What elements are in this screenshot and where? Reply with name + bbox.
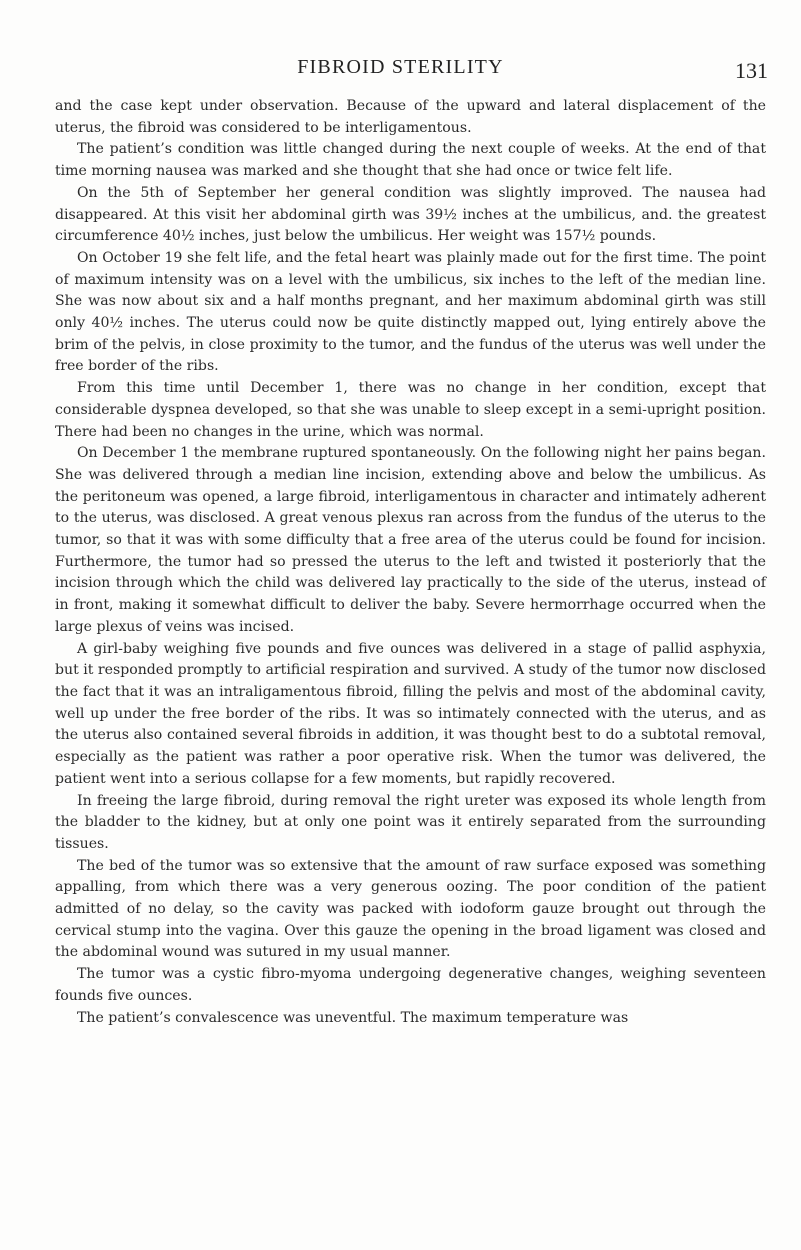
paragraph: The patient’s convalescence was uneventful. The maximum temperature was (77, 1009, 629, 1026)
paragraph: From this time until December 1, there was no change in her condition, except that considerable dyspnea developed, so that she was unable to sleep except in a semi-upright position. There had been no changes in the urine, which was normal. (55, 380, 766, 440)
running-title: FIBROID STERILITY (297, 56, 504, 78)
running-head (0, 52, 801, 86)
paragraph: On the 5th of September her general condition was slightly improved. The nausea had disappeared. At this visit her abdominal girth was 39½ inches at the umbilicus, and. the greatest circumference 40½ inches, just below the umbilicus. Her weight was 157½ pounds. (55, 184, 766, 245)
paragraph: In freeing the large fibroid, during removal the right ureter was exposed its whole length from the bladder to the kidney, but at only one point was it entirely separated from the surrounding tissues. (55, 792, 766, 852)
paragraph: The bed of the tumor was so extensive that the amount of raw surface exposed was something appalling, from which there was a very generous oozing. The poor condition of the patient admitted of no delay, so the cavity was packed with iodoform gauze brought out through the cervical stump into the vagina. Over this gauze the opening in the broad ligament was closed and the abdominal wound was sutured in my usual manner. (55, 857, 766, 961)
paragraph: On October 19 she felt life, and the fetal heart was plainly made out for the first time. The point of maximum intensity was on a level with the umbilicus, six inches to the left of the median line. She was now about six and a half months pregnant, and her maximum abdominal girth was still only 40½ inches. The uterus could now be quite distinctly mapped out, lying entirely above the brim of the pelvis, in close proximity to the tumor, and the fundus of the uterus was well under the free border of the ribs. (55, 249, 766, 375)
body-text (55, 96, 766, 1029)
page-number: 131 (735, 58, 768, 83)
paragraph: and the case kept under observation. Because of the upward and lateral displacement of the uterus, the fibroid was considered to be interligamentous. (55, 98, 766, 136)
paragraph: The patient’s condition was little changed during the next couple of weeks. At the end of that time morning nausea was marked and she thought that she had once or twice felt life. (55, 141, 766, 180)
paragraph: A girl-baby weighing five pounds and five ounces was delivered in a stage of pallid asphyxia, but it responded promptly to artificial respiration and survived. A study of the tumor now disclosed the fact that it was an intraligamentous fibroid, filling the pelvis and most of the abdominal cavity, well up under the free border of the ribs. It was so intimately connected with the uterus, and as the uterus also contained several fibroids in addition, it was thought best to do a subtotal removal, especially as the patient was rather a poor operative risk. When the tumor was delivered, the patient went into a serious collapse for a few moments, but rapidly recovered. (55, 640, 766, 787)
paragraph: On December 1 the membrane ruptured spontaneously. On the following night her pains began. She was delivered through a median line incision, extending above and below the umbilicus. As the peritoneum was opened, a large fibroid, interligamentous in character and intimately adherent to the uterus, was disclosed. A great venous plexus ran across from the fundus of the uterus to the tumor, so that it was with some difficulty that a free area of the uterus could be found for incision. Furthermore, the tumor had so pressed the uterus to the left and twisted it posteriorly that the incision through which the child was delivered lay practically to the side of the uterus, instead of in front, making it somewhat difficult to deliver the baby. Severe hermorrhage occurred when the large plexus of veins was incised. (55, 445, 766, 635)
paragraph: The tumor was a cystic fibro-myoma undergoing degenerative changes, weighing seventeen founds five ounces. (55, 966, 766, 1004)
